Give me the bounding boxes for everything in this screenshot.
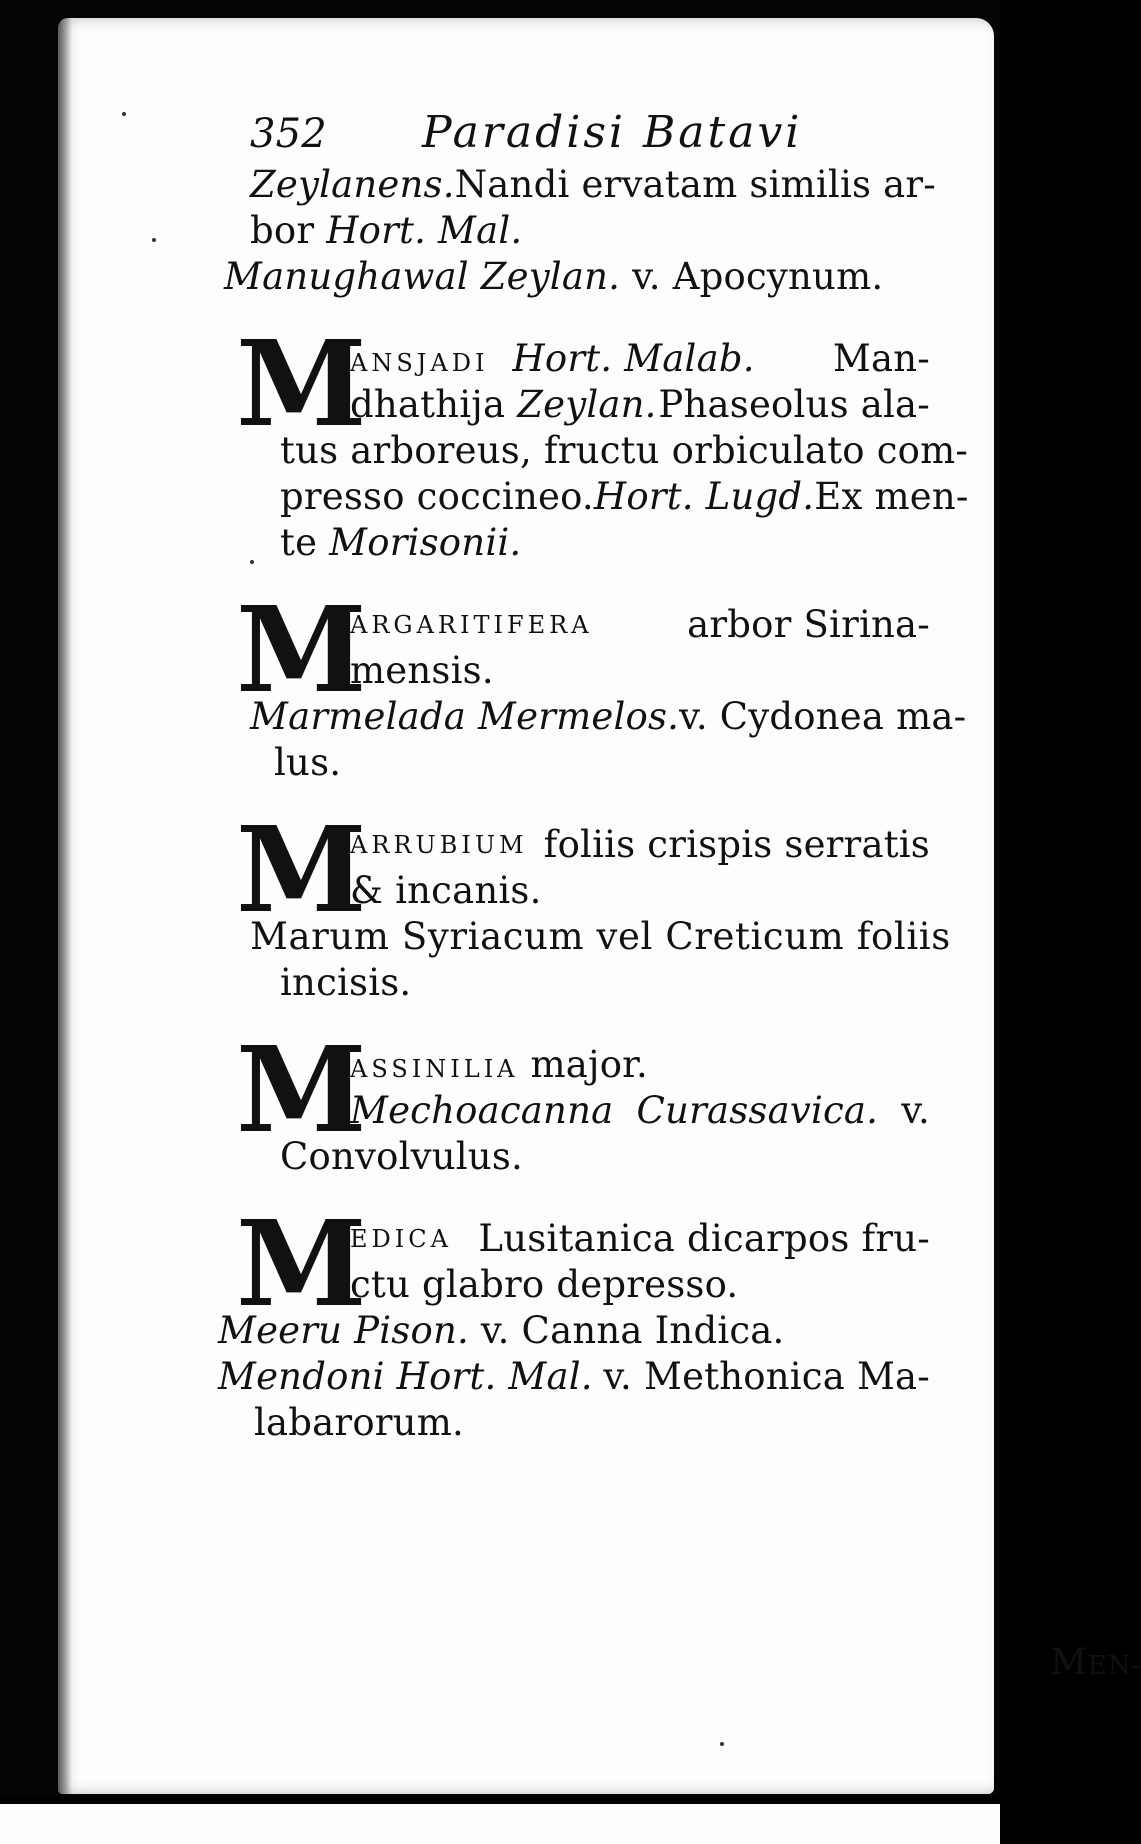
small-caps-headword: ANSJADI xyxy=(350,349,489,377)
entry-text: presso coccineo. xyxy=(280,475,594,518)
entry-text: ctu glabro depresso. xyxy=(350,1263,739,1306)
entry-text: Marum Syriacum vel Creticum foliis xyxy=(250,915,951,958)
latin-name: Meeru Pison. xyxy=(218,1309,469,1352)
cross-reference: v. Apocynum. xyxy=(632,255,884,298)
running-head xyxy=(250,107,930,162)
text-line xyxy=(218,1400,930,1446)
latin-name: Mechoacanna xyxy=(350,1089,614,1132)
ink-speck xyxy=(122,112,126,116)
entry-text: Ex men- xyxy=(814,475,969,518)
ink-speck xyxy=(720,1742,724,1746)
latin-name: Marmelada Mermelos. xyxy=(250,695,680,738)
entry-text: dhathija xyxy=(350,383,506,426)
entry-medica xyxy=(218,1194,930,1446)
entry-text: lus. xyxy=(274,741,342,784)
entry-mansjadi xyxy=(218,314,969,566)
entry-text: incisis. xyxy=(280,961,412,1004)
small-caps-headword: ARRUBIUM xyxy=(350,831,528,859)
text-line xyxy=(218,960,930,1006)
source-reference: Hort. Malab. xyxy=(512,337,755,380)
entry-massinilia xyxy=(218,1020,930,1180)
entry-text: tus arboreus, fructu orbiculato com- xyxy=(280,429,969,472)
latin-name: Curassavica. xyxy=(636,1089,879,1132)
entry-text: labarorum. xyxy=(254,1401,464,1444)
page-bottom-edge xyxy=(0,1796,1000,1844)
small-caps-headword: ASSINILIA xyxy=(350,1055,519,1083)
text-line xyxy=(218,740,930,786)
drop-cap: M xyxy=(236,580,367,719)
drop-cap: M xyxy=(236,1194,367,1333)
entry-text: Convolvulus. xyxy=(280,1135,523,1178)
catchword-lead: M xyxy=(1050,1642,1088,1683)
small-caps-headword: EDICA xyxy=(350,1225,452,1253)
ink-speck xyxy=(152,238,156,242)
cross-reference: v. Cydonea ma- xyxy=(679,695,967,738)
author-name: Morisonii. xyxy=(329,521,522,564)
entry-text: Nandi ervatam similis ar- xyxy=(454,163,936,206)
entry-marrubium xyxy=(218,800,951,1006)
text-line xyxy=(224,254,930,300)
page-number: 352 xyxy=(250,111,327,157)
drop-cap: M xyxy=(236,314,367,453)
entry-text: Phaseolus ala- xyxy=(658,383,930,426)
entry-text: major. xyxy=(530,1043,648,1086)
entry-margaritifera xyxy=(218,580,967,786)
spine-shadow xyxy=(58,18,72,1794)
cross-reference: v. Methonica Ma- xyxy=(603,1355,930,1398)
latin-name: Zeylanens. xyxy=(250,163,455,206)
running-title: Paradisi Batavi xyxy=(421,107,803,158)
entry-text: arbor Sirina- xyxy=(687,603,930,646)
entry-text: foliis crispis serratis xyxy=(543,823,930,866)
text-line xyxy=(218,1354,930,1400)
entry-text: & incanis. xyxy=(350,869,542,912)
drop-cap: M xyxy=(236,1020,367,1159)
entry-text: te xyxy=(280,521,318,564)
text-line xyxy=(250,208,930,254)
source-reference: Hort. Lugd. xyxy=(593,475,815,518)
entry-text: bor xyxy=(250,209,315,252)
latin-name: Mendoni Hort. Mal. xyxy=(218,1355,593,1398)
drop-cap: M xyxy=(236,800,367,939)
cross-reference: v. Canna Indica. xyxy=(480,1309,785,1352)
page-text xyxy=(218,107,1141,1683)
cross-reference: v. xyxy=(901,1089,930,1132)
catchword xyxy=(1050,1640,1141,1689)
text-line xyxy=(218,474,969,520)
latin-name: Manughawal Zeylan. xyxy=(224,255,621,298)
catchword-rest: EN- xyxy=(1087,1651,1141,1681)
entry-text: Man- xyxy=(832,337,930,380)
entry-prelude xyxy=(224,162,936,300)
entry-text: Lusitanica dicarpos fru- xyxy=(478,1217,930,1260)
source-reference: Zeylan. xyxy=(517,383,657,426)
small-caps-headword: ARGARITIFERA xyxy=(350,611,593,639)
text-line xyxy=(250,162,936,208)
text-line xyxy=(218,520,930,566)
entry-text: mensis. xyxy=(350,649,494,692)
source-reference: Hort. Mal. xyxy=(326,209,523,252)
